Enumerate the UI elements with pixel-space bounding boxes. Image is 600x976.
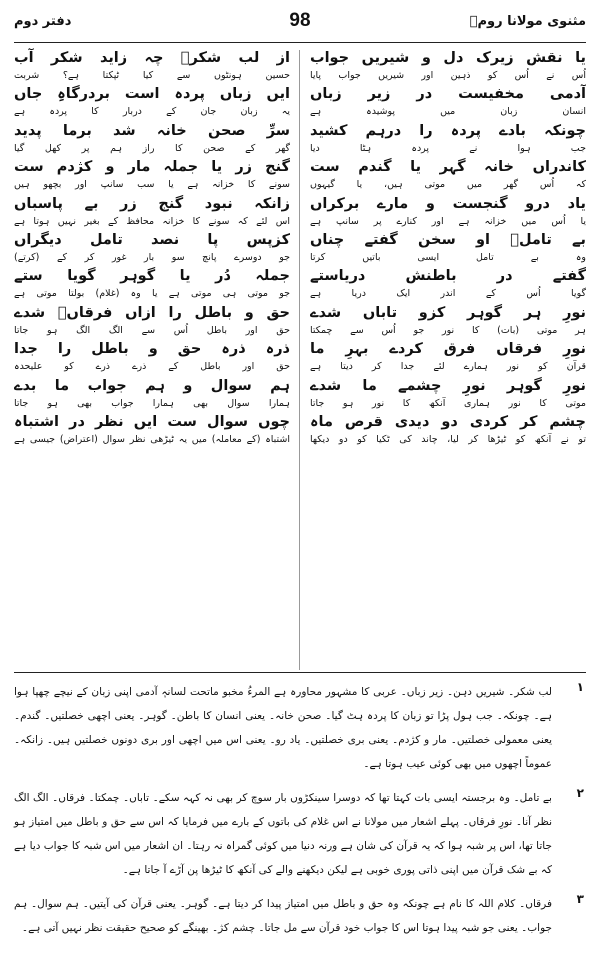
persian-verse: نورِ ہر گوہر کزو تاباں شدے <box>310 304 586 321</box>
persian-verse: چوں سوال ست ایں نظر در اشتباہ <box>14 413 290 430</box>
page-header <box>14 6 586 42</box>
persian-verse: کاندراں خانہ گہر یا گندم ست <box>310 159 586 176</box>
persian-verse: چونکہ بادے پردہ را درہم کشید <box>310 122 586 139</box>
footnote-text: بے تامل۔ وہ برجستہ ایسی بات کہتا تھا کہ دوسرا سینکڑوں بار سوچ کر بھی نہ کہہ سکے۔ تاباں۔ چمکتا۔ فرقاں۔ الگ الگ نظر آنا۔ نورِ فرقاں۔ پہلے اشعار میں مولانا نے اس غلام کی باتوں کے بارے میں فرمایا کہ اس سے حق و باطل میں امتیاز ہو جاتا تھا، اس پر شبہ ہوا کہ یہ قرآن کی شان ہے ورنہ دنیا میں کوئی گمراہ نہ رہتا۔ ان اشعار میں اس شبہ کا جواب دیا ہے کہ بے شک قرآن میں اپنی ذاتی پوری خوبی ہے لیکن دیکھنے والے کی آنکھ کا ٹیڑھا پن آڑے آ جاتا ہے۔ <box>14 792 552 876</box>
couplet <box>14 157 290 193</box>
urdu-translation: حسین ہونٹوں سے کیا ٹپکتا ہے؟ شربت <box>14 70 290 81</box>
couplet <box>14 48 290 84</box>
couplet <box>14 84 290 120</box>
persian-verse: نورِ فرقاں فرق کردے بہرِ ما <box>310 341 586 358</box>
urdu-translation: جو موتی ہی موتی ہے یا وہ (غلام) بولتا موتی ہے <box>14 288 290 300</box>
footnote <box>14 892 586 940</box>
footnote-number: ۳ <box>576 892 584 906</box>
persian-verse: آدمی مخفیست در زیر زباں <box>310 86 586 103</box>
couplet <box>310 84 586 120</box>
page-number: 98 <box>289 10 311 31</box>
urdu-translation: جو دوسرے پانچ سو بار غور کر کے (کرتے) <box>14 251 290 263</box>
urdu-translation: تو نے آنکھ کو ٹیڑھا کر لیا، چاند کی ٹکیا کو دو دیکھا <box>310 433 586 445</box>
couplet <box>310 303 586 339</box>
couplet <box>14 412 290 448</box>
footnote <box>14 680 586 776</box>
urdu-translation: وہ بے تامل ایسی باتیں کرتا <box>310 251 586 263</box>
urdu-translation: سونے کا خزانہ ہے یا سب سانپ اور بچھو ہیں <box>14 179 290 191</box>
right-verse-column <box>310 48 586 448</box>
urdu-translation: موتی کا نور ہماری آنکھ کا نور ہو جاتا <box>310 397 586 409</box>
urdu-translation: ہر موتی (بات) کا نور جو اُس سے چمکتا <box>310 324 586 336</box>
persian-verse: حق و باطل را ازاں فرقاںؔ شدے <box>14 304 290 321</box>
persian-verse: بے تاملؔ او سخن گفتے چناں <box>310 231 586 248</box>
couplet <box>310 48 586 84</box>
volume-title: دفتر دوم <box>14 14 72 29</box>
urdu-translation: یا اُس میں خزانہ ہے اور کنارے پر سانپ ہے <box>310 215 586 227</box>
footnote-number: ۱ <box>576 680 584 694</box>
footnotes <box>14 680 586 950</box>
book-title: مثنوی مولانا رومؒ <box>469 14 586 29</box>
urdu-translation: اُس نے اُس کو ذہین اور شیریں جواب پایا <box>310 70 586 81</box>
header-rule <box>14 42 586 43</box>
couplet <box>14 194 290 230</box>
urdu-translation: انسان زبان میں پوشیدہ ہے <box>310 106 586 118</box>
urdu-translation: کہ اُس گھر میں موتی ہیں، یا گیہوں <box>310 179 586 191</box>
urdu-translation: حق اور باطل اُس سے الگ الگ ہو جاتا <box>14 324 290 336</box>
couplet <box>310 339 586 375</box>
persian-verse: گفتے در باطنش دریاستے <box>310 268 586 285</box>
urdu-translation: یہ زبان جان کے دربار کا پردہ ہے <box>14 106 290 118</box>
left-verse-column <box>14 48 290 448</box>
couplet <box>14 266 290 302</box>
persian-verse: نورِ گوہر نورِ چشمے ما شدے <box>310 377 586 394</box>
urdu-translation: قرآن کو نور ہمارے لئے جدا کر دیتا ہے <box>310 361 586 373</box>
couplet <box>14 121 290 157</box>
couplet <box>310 194 586 230</box>
persian-verse: ایں زباں پردہ است بردرگاہِ جاں <box>14 86 290 103</box>
footnote-number: ۲ <box>576 786 584 800</box>
column-divider <box>299 50 300 670</box>
persian-verse: از لب شکرؔ چہ زاید شکر آب <box>14 50 290 66</box>
couplet <box>310 266 586 302</box>
couplet <box>14 303 290 339</box>
urdu-translation: حق اور باطل کے ذرے ذرے کو علیحدہ <box>14 361 290 373</box>
persian-verse: ذرہ ذرہ حق و باطل را جدا <box>14 341 290 358</box>
persian-verse: چشم کر کردی دو دیدی قرص ماہ <box>310 413 586 430</box>
footnote-rule <box>14 672 586 673</box>
urdu-translation: گھر کے صحن کا راز ہم پر کھل گیا <box>14 142 290 154</box>
couplet <box>14 376 290 412</box>
persian-verse: زانکہ نبود گنج زر بے پاسباں <box>14 195 290 212</box>
persian-verse: گنج زر یا جملہ مار و کژدم ست <box>14 159 290 176</box>
couplet <box>14 339 290 375</box>
urdu-translation: گویا اُس کے اندر ایک دریا ہے <box>310 288 586 300</box>
persian-verse: یاد درو گنجست و مارے برکراں <box>310 195 586 212</box>
couplet <box>310 412 586 448</box>
footnote-text: لب شکر۔ شیریں دہن۔ زیر زباں۔ عربی کا مشہور محاورہ ہے المرءُ مخبو ماتحت لسانہٖ آدمی اپنی زبان کے نیچے چھپا ہوا ہے۔ چونکہ۔ جب ہول پڑا تو زبان کا پردہ ہٹ گیا۔ صحن خانہ۔ یعنی انسان کا باطن۔ گوہر۔ یعنی اچھی خصلتیں۔ گندم۔ یعنی معمولی خصلتیں۔ مار و کژدم۔ یعنی بری خصلتیں۔ یاد رو۔ یعنی اس میں اچھی اور بری دونوں خصلتیں ہیں۔ زانکہ۔ عموماً اچھوں میں بھی کوئی عیب ہوتا ہے۔ <box>14 686 552 770</box>
urdu-translation: اس لئے کہ سونے کا خزانہ محافظ کے بغیر نہیں ہوتا ہے <box>14 215 290 227</box>
footnote-text: فرقاں۔ کلام اللہ کا نام ہے چونکہ وہ حق و باطل میں امتیاز پیدا کر دیتا ہے۔ گوہر۔ یعنی قرآن کی آیتیں۔ ہم سوال۔ ہم جواب۔ یعنی جو شبہ پیدا ہوتا اس کا جواب خود قرآن سے مل جاتا۔ چشم کژ۔ بھینگے کو صحیح حقیقت نظر نہیں آتی ہے۔ <box>14 898 552 934</box>
footnote <box>14 786 586 882</box>
urdu-translation: ہمارا سوال بھی ہمارا جواب بھی ہو جاتا <box>14 397 290 409</box>
persian-verse: یا نقش زیرک دل و شیریں جواب <box>310 50 586 66</box>
persian-verse: جملہ دُر یا گوہر گویا ستے <box>14 268 290 285</box>
urdu-translation: جب ہوا نے پردہ ہٹا دیا <box>310 142 586 154</box>
persian-verse: سرِّ صحن خانہ شد برما پدید <box>14 122 290 139</box>
couplet <box>310 376 586 412</box>
couplet <box>14 230 290 266</box>
couplet <box>310 230 586 266</box>
couplet <box>310 157 586 193</box>
persian-verse: کزپس پا نصد تامل دیگراں <box>14 231 290 248</box>
couplet <box>310 121 586 157</box>
persian-verse: ہم سوال و ہم جواب ما بدے <box>14 377 290 394</box>
urdu-translation: اشتباہ (کے معاملہ) میں یہ ٹیڑھی نظر سوال (اعتراض) جیسی ہے <box>14 433 290 445</box>
